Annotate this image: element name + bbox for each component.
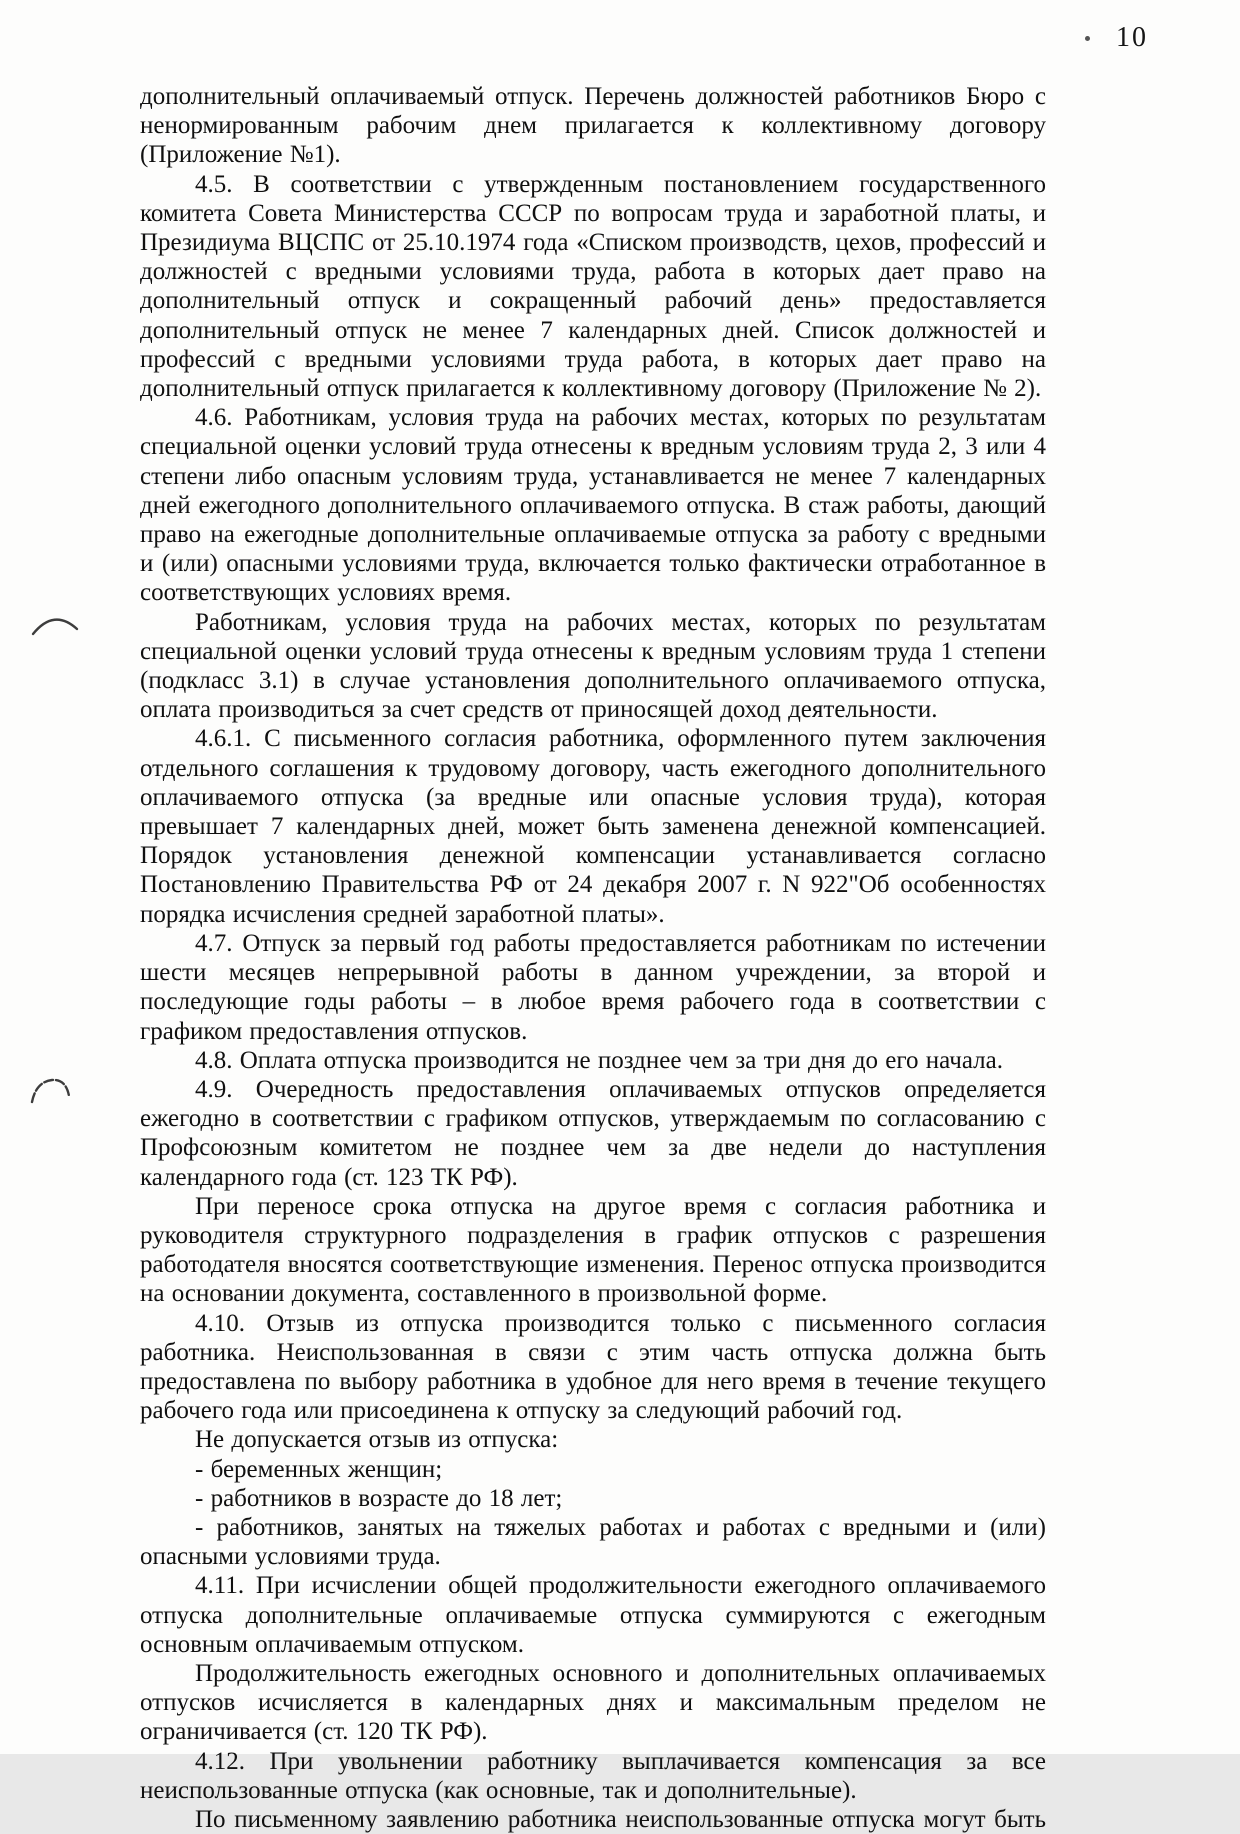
list-item-under-18: - работников в возрасте до 18 лет; <box>195 1484 563 1512</box>
paragraph-4-11-sub: Продолжительность ежегодных основного и дополнительных оплачиваемых отпусков исчисляется в календарных днях и максимальным пределом не ограничивается (ст. 120 ТК РФ). <box>140 1659 1046 1746</box>
list-item-hazardous-work: - работников, занятых на тяжелых работах и работах с вредными и (или) опасными условиями труда. <box>140 1513 1046 1571</box>
paragraph-4-9: 4.9. Очередность предоставления оплачиваемых отпусков определяется ежегодно в соответствии с графиком отпусков, утверждаемым по согласованию с Профсоюзным комитетом не позднее чем за две недели до наступления календарного года (ст. 123 ТК РФ). <box>140 1075 1046 1191</box>
paragraph-4-5: 4.5. В соответствии с утвержденным постановлением государственного комитета Совета Министерства СССР по вопросам труда и заработной платы, и Президиума ВЦСПС от 25.10.1974 года «Списком производств, цехов, профессий и должностей с вредными условиями труда, работа в которых дает право на дополнительный отпуск и сокращенный рабочий день» предоставляется дополнительный отпуск не менее 7 календарных дней. Список должностей и профессий с вредными условиями труда работа, в которых дает право на дополнительный отпуск прилагается к коллективному договору (Приложение № 2). <box>140 170 1046 403</box>
paragraph-4-12-sub: По письменному заявлению работника неиспользованные отпуска могут быть <box>195 1805 1046 1833</box>
paragraph-no-recall-intro: Не допускается отзыв из отпуска: <box>195 1426 559 1454</box>
paragraph-4-6: 4.6. Работникам, условия труда на рабочих местах, которых по результатам специальной оценки условий труда отнесены к вредным условиям труда 2, 3 или 4 степени либо опасным условиям труда, устанавливается не менее 7 календарных дней ежегодного дополнительного оплачиваемого отпуска. В стаж работы, дающий право на ежегодные дополнительные оплачиваемые отпуска за работу с вредными и (или) опасными условиями труда, включается только фактически отработанное в соответствующих условиях время. <box>140 404 1046 607</box>
paragraph-4-10: 4.10. Отзыв из отпуска производится только с письменного согласия работника. Неиспользованная в связи с этим часть отпуска должна быть предоставлена по выбору работника в удобное для него время в течение текущего рабочего года или присоединена к отпуску за следующий рабочий год. <box>140 1309 1046 1425</box>
paragraph-4-6-1: 4.6.1. С письменного согласия работника, оформленного путем заключения отдельного соглашения к трудовому договору, часть ежегодного дополнительного оплачиваемого отпуска (за вредные или опасные условия труда), которая превышает 7 календарных дней, может быть заменена денежной компенсацией. Порядок установления денежной компенсации устанавливается согласно Постановлению Правительства РФ от 24 декабря 2007 г. N 922"Об особенностях порядка исчисления средней заработной платы». <box>140 725 1046 928</box>
paragraph-4-9-sub: При переносе срока отпуска на другое время с согласия работника и руководителя структурного подразделения в график отпусков с разрешения работодателя вносятся соответствующие изменения. Перенос отпуска производится на основании документа, составленного в произвольной форме. <box>140 1192 1046 1308</box>
list-item-pregnant-women: - беременных женщин; <box>195 1455 443 1483</box>
paragraph-4-8: 4.8. Оплата отпуска производится не позднее чем за три дня до его начала. <box>195 1046 1003 1074</box>
paragraph-4-7: 4.7. Отпуск за первый год работы предоставляется работникам по истечении шести месяцев непрерывной работы в данном учреждении, за второй и последующие годы работы – в любое время рабочего года в соответствии с графиком предоставления отпусков. <box>140 929 1046 1045</box>
margin-pen-arc-icon <box>30 612 80 638</box>
scan-dot-artifact <box>1085 36 1090 41</box>
paragraph-continuation: дополнительный оплачиваемый отпуск. Перечень должностей работников Бюро с ненормированным рабочим днем прилагается к коллективному договору (Приложение №1). <box>140 83 1046 169</box>
document-body-text <box>140 82 1046 1834</box>
page-number: 10 <box>1116 22 1148 53</box>
page-number-area <box>1085 22 1148 54</box>
paragraph-4-6-sub: Работникам, условия труда на рабочих местах, которых по результатам специальной оценки условий труда отнесены к вредным условиям труда 1 степени (подкласс 3.1) в случае установления дополнительного оплачиваемого отпуска, оплата производиться за счет средств от приносящей доход деятельности. <box>140 608 1046 724</box>
margin-pen-arc-icon <box>28 1078 74 1108</box>
paragraph-4-11: 4.11. При исчислении общей продолжительности ежегодного оплачиваемого отпуска дополнительные оплачиваемые отпуска суммируются с ежегодным основным оплачиваемым отпуском. <box>140 1572 1046 1658</box>
paragraph-4-12: 4.12. При увольнении работнику выплачивается компенсация за все неиспользованные отпуска (как основные, так и дополнительные). <box>140 1747 1046 1804</box>
